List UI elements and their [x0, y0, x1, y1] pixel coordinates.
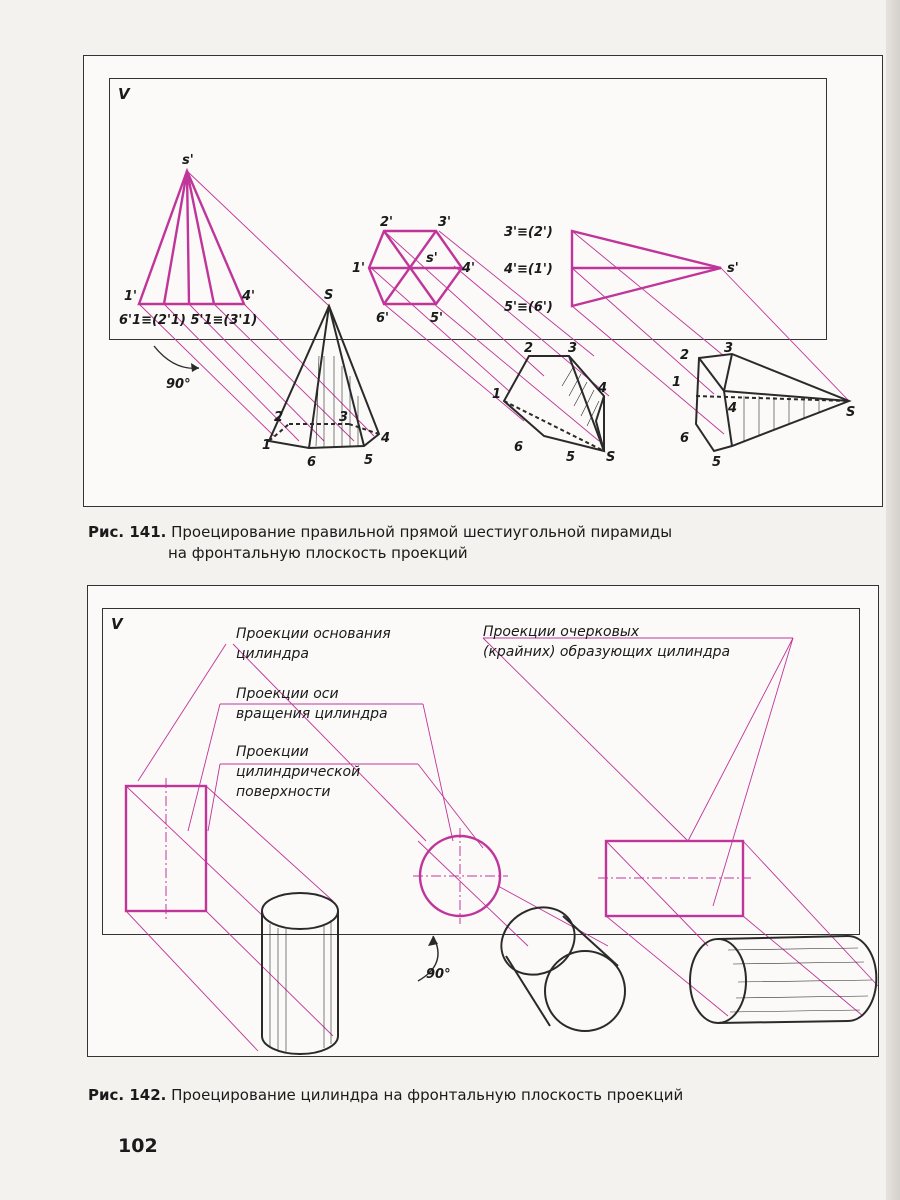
pyramid-front-view	[139, 171, 244, 304]
label-py1-1: 1	[262, 438, 272, 453]
caption-142-text: Проецирование цилиндра на фронтальную плоскость проекций	[171, 1086, 684, 1104]
label-side-5: 5'≡(6')	[504, 300, 553, 315]
label-py3-2: 2	[680, 348, 690, 363]
label-py2-5: 5	[566, 450, 576, 465]
pyramid-3d-upright	[269, 306, 379, 448]
label-py3-4: 4	[728, 401, 738, 416]
label-py2-1: 1	[492, 387, 502, 402]
note-surface-line3: поверхности	[236, 784, 331, 800]
rotation-arrow-icon	[191, 363, 199, 372]
figure-141-caption	[88, 522, 788, 564]
label-hex-2: 2'	[380, 215, 394, 230]
cylinder-projection-drawing	[88, 586, 878, 1056]
label-py3-5: 5	[712, 455, 722, 470]
pyramid-side-view	[572, 231, 721, 306]
label-py1-S: S	[324, 288, 334, 303]
label-py2-4: 4	[598, 381, 608, 396]
label-py1-3: 3	[339, 410, 349, 425]
cylinder-projections	[126, 786, 743, 916]
figure-141	[83, 55, 883, 507]
label-1-prime: 1'	[124, 289, 138, 304]
pyramid-projection-drawing	[84, 56, 882, 506]
label-py3-6: 6	[680, 431, 690, 446]
label-py2-2: 2	[524, 341, 534, 356]
label-py1-5: 5	[364, 453, 374, 468]
page-number: 102	[118, 1135, 158, 1157]
label-py1-2: 2	[274, 410, 284, 425]
label-hex-4: 4'	[462, 261, 476, 276]
label-py2-6: 6	[514, 440, 524, 455]
note-axis-line2: вращения цилиндра	[236, 706, 388, 722]
caption-142-prefix: Рис. 142.	[88, 1086, 167, 1104]
caption-141-prefix: Рис. 141.	[88, 523, 167, 541]
note-surface-line1: Проекции	[236, 744, 309, 760]
pyramid-hexagon-view	[369, 231, 462, 304]
label-py2-3: 3	[568, 341, 578, 356]
label-py2-S: S	[606, 450, 616, 465]
figure-142-caption	[88, 1085, 848, 1106]
note-axis-line1: Проекции оси	[236, 686, 339, 702]
note-outline-line2: (крайних) образующих цилиндра	[483, 644, 731, 660]
label-py1-4: 4	[381, 431, 391, 446]
label-side-s: s'	[727, 261, 739, 276]
figure-142	[87, 585, 879, 1057]
label-py3-3: 3	[724, 341, 734, 356]
label-py3-S: S	[846, 405, 856, 420]
label-angle: 90°	[426, 967, 451, 982]
cylinder-3d-horizontal	[690, 936, 876, 1023]
pyramid-3d-tilted-b	[696, 354, 849, 451]
note-surface-line2: цилиндрической	[236, 764, 361, 780]
caption-141-line2: на фронтальную плоскость проекций	[168, 544, 468, 562]
note-outline-line1: Проекции очерковых	[483, 624, 640, 640]
label-hex-6: 6'	[376, 311, 390, 326]
label-side-3: 3'≡(2')	[504, 225, 553, 240]
cylinder-3d-tilted	[489, 894, 625, 1031]
label-4-prime: 4'	[242, 289, 256, 304]
label-angle: 90°	[166, 377, 191, 392]
label-py3-1: 1	[672, 375, 682, 390]
label-hex-3: 3'	[438, 215, 452, 230]
label-hex-1: 1'	[352, 261, 366, 276]
label-coincident-points: 6'1≡(2'1) 5'1≡(3'1)	[119, 313, 258, 328]
label-side-4: 4'≡(1')	[504, 262, 553, 277]
note-base-line2: цилиндра	[236, 646, 309, 662]
plane-label-v: V	[111, 615, 123, 633]
page-edge	[886, 0, 900, 1200]
plane-label-v: V	[118, 85, 130, 103]
caption-141-line1: Проецирование правильной прямой шестиугольной пирамиды	[171, 523, 673, 541]
note-base-line1: Проекции основания	[236, 626, 391, 642]
label-s-prime: s'	[182, 153, 194, 168]
label-hex-s: s'	[426, 251, 438, 266]
label-hex-5: 5'	[430, 311, 444, 326]
label-py1-6: 6	[307, 455, 317, 470]
